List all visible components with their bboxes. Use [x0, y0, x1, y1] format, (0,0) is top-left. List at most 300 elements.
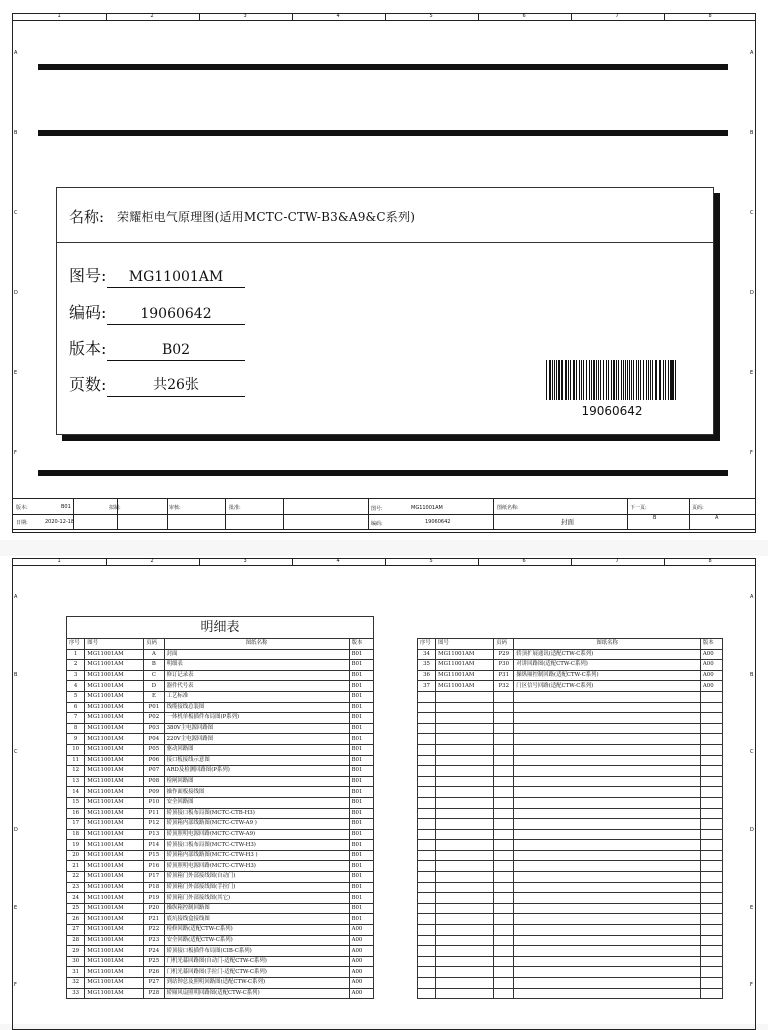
table-cell	[436, 797, 494, 808]
table-cell: P06	[144, 755, 164, 766]
table-cell: 检闸回路图	[164, 776, 349, 787]
bom-ruler-left	[12, 558, 20, 1024]
table-cell	[494, 744, 514, 755]
barcode-bar	[591, 360, 592, 400]
field-value: MG11001AM	[107, 269, 245, 285]
table-cell	[514, 882, 701, 893]
barcode-bar	[586, 360, 587, 400]
table-row	[67, 702, 374, 713]
barcode-bar	[606, 360, 607, 400]
table-cell: 轿顶照明电源回路(MCTC-CTW-H3)	[164, 861, 349, 872]
table-cell	[418, 840, 436, 851]
table-cell: P23	[144, 935, 164, 946]
table-cell	[700, 702, 722, 713]
table-cell	[700, 967, 722, 978]
table-cell	[494, 925, 514, 936]
table-cell: 1	[67, 649, 85, 660]
table-cell	[494, 766, 514, 777]
table-cell: B01	[349, 723, 373, 734]
barcode-bar	[579, 360, 580, 400]
ruler-tick	[199, 559, 200, 565]
table-cell: 34	[418, 649, 436, 660]
table-cell: P31	[494, 670, 514, 681]
table-cell: P30	[494, 660, 514, 671]
table-cell	[494, 787, 514, 798]
table-cell	[700, 744, 722, 755]
table-cell: 明细表	[164, 660, 349, 671]
barcode-number: 19060642	[546, 404, 678, 418]
ruler-col-label: 7	[616, 13, 619, 19]
barcode-bar	[640, 360, 641, 400]
table-cell: P25	[144, 956, 164, 967]
table-cell: 30	[67, 956, 85, 967]
barcode-bar	[659, 360, 660, 400]
table-cell	[494, 935, 514, 946]
table-cell: P09	[144, 787, 164, 798]
table-cell: MG11001AM	[85, 787, 144, 798]
table-row	[67, 755, 374, 766]
table-cell	[436, 925, 494, 936]
ruler-tick	[478, 559, 479, 565]
table-cell	[494, 702, 514, 713]
table-cell	[700, 872, 722, 883]
table-cell	[494, 872, 514, 883]
bom-table-right	[417, 638, 723, 999]
ruler-col-label: 8	[709, 558, 712, 564]
ruler-row-label: F	[14, 450, 17, 456]
barcode-bar	[554, 360, 555, 400]
ruler-row-label: D	[750, 827, 754, 833]
table-cell	[436, 988, 494, 999]
table-row	[418, 723, 723, 734]
table-row	[418, 744, 723, 755]
table-cell	[700, 840, 722, 851]
table-cell: B01	[349, 713, 373, 724]
column-header: 图号	[436, 639, 494, 650]
table-cell	[436, 861, 494, 872]
table-cell: 23	[67, 882, 85, 893]
bottom-rule	[38, 470, 728, 476]
table-cell	[418, 850, 436, 861]
table-cell	[494, 956, 514, 967]
ruler-col-label: 6	[523, 558, 526, 564]
table-cell: 36	[418, 670, 436, 681]
barcode-bar	[643, 360, 644, 400]
table-cell: MG11001AM	[85, 903, 144, 914]
table-cell	[514, 840, 701, 851]
field-label: 图号:	[69, 263, 106, 286]
table-row	[67, 925, 374, 936]
table-cell: A00	[349, 956, 373, 967]
ruler-col-label: 5	[430, 13, 433, 19]
table-row	[418, 670, 723, 681]
table-row	[67, 766, 374, 777]
table-cell	[514, 956, 701, 967]
ruler-col-label: 7	[616, 558, 619, 564]
table-cell: P24	[144, 946, 164, 957]
barcode-bar	[638, 360, 639, 400]
ruler-tick	[106, 559, 107, 565]
table-cell: P10	[144, 797, 164, 808]
table-row	[418, 861, 723, 872]
table-cell: P04	[144, 734, 164, 745]
table-row	[67, 734, 374, 745]
table-cell	[436, 935, 494, 946]
table-cell: 安全回路(适配CTW-C系列)	[164, 935, 349, 946]
table-row	[418, 946, 723, 957]
table-cell	[418, 861, 436, 872]
barcode-bar	[598, 360, 599, 400]
table-cell	[700, 808, 722, 819]
table-cell	[418, 787, 436, 798]
table-cell: 22	[67, 872, 85, 883]
barcode-bar	[559, 360, 560, 400]
table-row	[67, 829, 374, 840]
table-cell: 操作面板接线图	[164, 787, 349, 798]
ruler-col-label: 3	[244, 558, 247, 564]
table-cell	[494, 713, 514, 724]
tb-code-label: 编码:	[371, 520, 383, 527]
table-cell	[494, 819, 514, 830]
table-cell	[700, 935, 722, 946]
table-cell: MG11001AM	[85, 829, 144, 840]
barcode-bar	[603, 360, 604, 400]
table-cell: 31	[67, 967, 85, 978]
table-cell	[700, 755, 722, 766]
table-cell	[514, 978, 701, 989]
table-cell	[418, 691, 436, 702]
table-row	[418, 734, 723, 745]
table-cell: MG11001AM	[85, 850, 144, 861]
table-cell: 轿顶接口板插件布局图(CIB-C系列)	[164, 946, 349, 957]
barcode-bar	[668, 360, 669, 400]
table-cell	[700, 766, 722, 777]
table-cell	[514, 734, 701, 745]
tb-drawing-no-value: MG11001AM	[411, 505, 443, 511]
table-cell: P20	[144, 903, 164, 914]
table-cell: MG11001AM	[85, 702, 144, 713]
table-cell: A00	[349, 925, 373, 936]
table-row	[67, 723, 374, 734]
table-cell: P16	[144, 861, 164, 872]
table-cell: 3	[67, 670, 85, 681]
cover-ruler-left	[12, 13, 20, 493]
table-cell: P11	[144, 808, 164, 819]
table-cell: 轿顶扩展通讯(适配CTW-C系列)	[514, 649, 701, 660]
table-cell: MG11001AM	[85, 723, 144, 734]
table-cell: MG11001AM	[85, 691, 144, 702]
field-code	[69, 301, 249, 325]
table-cell	[514, 713, 701, 724]
table-cell: B01	[349, 649, 373, 660]
table-cell: B01	[349, 681, 373, 692]
table-cell: 220V主电源回路图	[164, 734, 349, 745]
ruler-row-label: F	[750, 450, 753, 456]
table-cell: 门机光幕回路图(手拉门-适配CTW-C系列)	[164, 967, 349, 978]
table-cell: 5	[67, 691, 85, 702]
field-drawing-no	[69, 264, 249, 288]
table-cell: 12	[67, 766, 85, 777]
table-cell: B01	[349, 766, 373, 777]
table-cell: MG11001AM	[85, 776, 144, 787]
table-row	[67, 850, 374, 861]
bom-ruler-top	[12, 558, 756, 566]
table-row	[418, 691, 723, 702]
table-cell	[418, 946, 436, 957]
table-cell: B01	[349, 660, 373, 671]
table-cell	[514, 691, 701, 702]
table-cell: 33	[67, 988, 85, 999]
table-cell: P07	[144, 766, 164, 777]
ruler-tick	[664, 559, 665, 565]
table-cell	[418, 988, 436, 999]
table-cell	[514, 797, 701, 808]
table-cell	[494, 776, 514, 787]
table-cell: 6	[67, 702, 85, 713]
title-row	[57, 188, 713, 243]
table-cell: MG11001AM	[85, 766, 144, 777]
table-cell: 7	[67, 713, 85, 724]
barcode-bar	[581, 360, 582, 400]
table-cell	[436, 702, 494, 713]
cover-ruler-right	[748, 13, 756, 493]
table-cell: 21	[67, 861, 85, 872]
table-cell	[494, 691, 514, 702]
table-cell	[436, 956, 494, 967]
bom-title: 明细表	[66, 616, 374, 639]
table-cell	[418, 797, 436, 808]
table-cell	[436, 755, 494, 766]
table-cell	[700, 946, 722, 957]
table-cell	[436, 776, 494, 787]
table-cell: 9	[67, 734, 85, 745]
table-cell: MG11001AM	[85, 649, 144, 660]
table-cell	[494, 797, 514, 808]
table-cell	[700, 713, 722, 724]
table-cell: MG11001AM	[85, 978, 144, 989]
table-cell: MG11001AM	[85, 797, 144, 808]
table-cell: A00	[700, 681, 722, 692]
table-cell: MG11001AM	[436, 681, 494, 692]
table-cell	[418, 755, 436, 766]
table-cell: 轿顶箱门外部接线图(自动门)	[164, 872, 349, 883]
table-cell	[494, 893, 514, 904]
table-cell	[514, 925, 701, 936]
table-cell	[436, 914, 494, 925]
table-cell	[494, 850, 514, 861]
table-cell: 27	[67, 925, 85, 936]
field-label: 版本:	[69, 336, 106, 359]
cover-info-card	[56, 187, 714, 435]
table-cell	[436, 744, 494, 755]
table-cell: 门机光幕回路图(自动门-适配CTW-C系列)	[164, 956, 349, 967]
table-cell: P28	[144, 988, 164, 999]
table-cell	[418, 734, 436, 745]
table-row	[67, 744, 374, 755]
table-row	[67, 670, 374, 681]
table-cell	[514, 935, 701, 946]
table-cell	[494, 734, 514, 745]
table-cell	[700, 723, 722, 734]
table-cell: MG11001AM	[85, 670, 144, 681]
table-cell: 轿顶箱门外部接线图(其它)	[164, 893, 349, 904]
table-row	[67, 808, 374, 819]
table-cell	[436, 882, 494, 893]
barcode-bar	[675, 360, 676, 400]
table-cell: 器件代号表	[164, 681, 349, 692]
table-cell	[700, 956, 722, 967]
tb-version-label: 版本:	[16, 504, 28, 511]
table-cell	[700, 914, 722, 925]
table-cell: P15	[144, 850, 164, 861]
barcode-bar	[576, 360, 577, 400]
barcode-bar	[561, 360, 562, 400]
field-label: 编码:	[69, 300, 106, 323]
table-cell	[436, 734, 494, 745]
ruler-row-label: A	[750, 594, 753, 600]
ruler-col-label: 5	[430, 558, 433, 564]
table-cell: 轿顶箱内部线路图(MCTC-CTW-H3 )	[164, 850, 349, 861]
table-row	[67, 893, 374, 904]
table-cell	[436, 787, 494, 798]
barcode-bar	[546, 360, 547, 400]
table-cell	[700, 988, 722, 999]
barcode-bar	[648, 360, 649, 400]
table-cell: MG11001AM	[85, 882, 144, 893]
table-cell	[494, 840, 514, 851]
table-cell: 操纵厢控制回路(适配CTW-C系列)	[514, 670, 701, 681]
tb-page-label: 页码:	[692, 504, 704, 511]
barcode-bar	[646, 360, 647, 400]
table-cell: P26	[144, 967, 164, 978]
table-cell: 修订记录表	[164, 670, 349, 681]
barcode-bar	[583, 360, 584, 400]
table-cell	[700, 787, 722, 798]
ruler-row-label: C	[14, 749, 18, 755]
table-cell: 轿顶接口板布局图(MCTC-CTW-H3)	[164, 840, 349, 851]
table-cell	[436, 723, 494, 734]
title-block	[12, 498, 756, 530]
ruler-col-label: 4	[337, 13, 340, 19]
barcode-bar	[665, 360, 666, 400]
table-cell: MG11001AM	[85, 713, 144, 724]
table-cell	[436, 829, 494, 840]
ruler-row-label: B	[14, 672, 17, 678]
table-cell: 2	[67, 660, 85, 671]
table-cell: A00	[349, 978, 373, 989]
table-cell: B01	[349, 734, 373, 745]
table-cell	[514, 808, 701, 819]
table-cell: E	[144, 691, 164, 702]
tb-version-value: B01	[61, 504, 71, 510]
table-cell	[436, 850, 494, 861]
table-cell: MG11001AM	[85, 660, 144, 671]
table-cell	[494, 723, 514, 734]
table-cell	[418, 882, 436, 893]
table-row	[67, 660, 374, 671]
table-row	[418, 850, 723, 861]
table-cell: ARD及检测回路图(P系列)	[164, 766, 349, 777]
ruler-tick	[292, 14, 293, 20]
table-row	[418, 840, 723, 851]
table-cell: B01	[349, 755, 373, 766]
ruler-row-label: A	[14, 594, 17, 600]
table-cell: P02	[144, 713, 164, 724]
cover-ruler-top	[12, 13, 756, 21]
table-row	[418, 903, 723, 914]
table-cell: B01	[349, 776, 373, 787]
ruler-tick	[199, 14, 200, 20]
table-cell	[418, 925, 436, 936]
table-cell	[514, 744, 701, 755]
barcode-bar	[631, 360, 632, 400]
barcode-bar	[616, 360, 617, 400]
table-cell	[700, 882, 722, 893]
table-cell	[494, 988, 514, 999]
table-cell	[514, 702, 701, 713]
table-row	[418, 872, 723, 883]
table-row	[418, 776, 723, 787]
table-cell: 轿顶接口板布局图(MCTC-CTB-H3)	[164, 808, 349, 819]
table-cell	[700, 829, 722, 840]
bom-ruler-right	[748, 558, 756, 1024]
table-cell: MG11001AM	[85, 808, 144, 819]
table-cell	[494, 882, 514, 893]
ruler-row-label: E	[750, 370, 753, 376]
table-row	[67, 819, 374, 830]
table-row	[418, 978, 723, 989]
table-cell	[700, 734, 722, 745]
table-cell	[700, 776, 722, 787]
table-cell: A00	[349, 967, 373, 978]
table-cell: MG11001AM	[85, 914, 144, 925]
barcode	[546, 360, 678, 400]
ruler-row-label: B	[750, 672, 753, 678]
table-cell: B01	[349, 903, 373, 914]
column-header: 版本	[349, 639, 373, 650]
ruler-tick	[664, 14, 665, 20]
field-value: 19060642	[107, 306, 245, 322]
table-row	[67, 776, 374, 787]
ruler-row-label: F	[750, 982, 753, 988]
barcode-bar	[633, 360, 634, 400]
table-cell: MG11001AM	[436, 660, 494, 671]
table-cell: 驱动回路图	[164, 744, 349, 755]
table-cell	[514, 988, 701, 999]
table-row	[418, 702, 723, 713]
drawing-name: 荣耀柜电气原理图(适用MCTC-CTW-B3&A9&C系列)	[117, 208, 415, 225]
table-cell: B01	[349, 744, 373, 755]
table-cell	[418, 914, 436, 925]
table-cell	[494, 829, 514, 840]
ruler-col-label: 2	[151, 13, 154, 19]
table-cell: B01	[349, 670, 373, 681]
table-cell	[418, 702, 436, 713]
ruler-col-label: 1	[58, 13, 61, 19]
table-cell	[436, 903, 494, 914]
table-cell: 18	[67, 829, 85, 840]
table-cell: 11	[67, 755, 85, 766]
column-header: 图号	[85, 639, 144, 650]
table-cell	[700, 819, 722, 830]
table-cell: 操纵箱控制回路图	[164, 903, 349, 914]
table-cell	[418, 723, 436, 734]
table-cell: P05	[144, 744, 164, 755]
table-cell: MG11001AM	[85, 925, 144, 936]
table-cell	[514, 850, 701, 861]
ruler-col-label: 3	[244, 13, 247, 19]
ruler-tick	[292, 559, 293, 565]
